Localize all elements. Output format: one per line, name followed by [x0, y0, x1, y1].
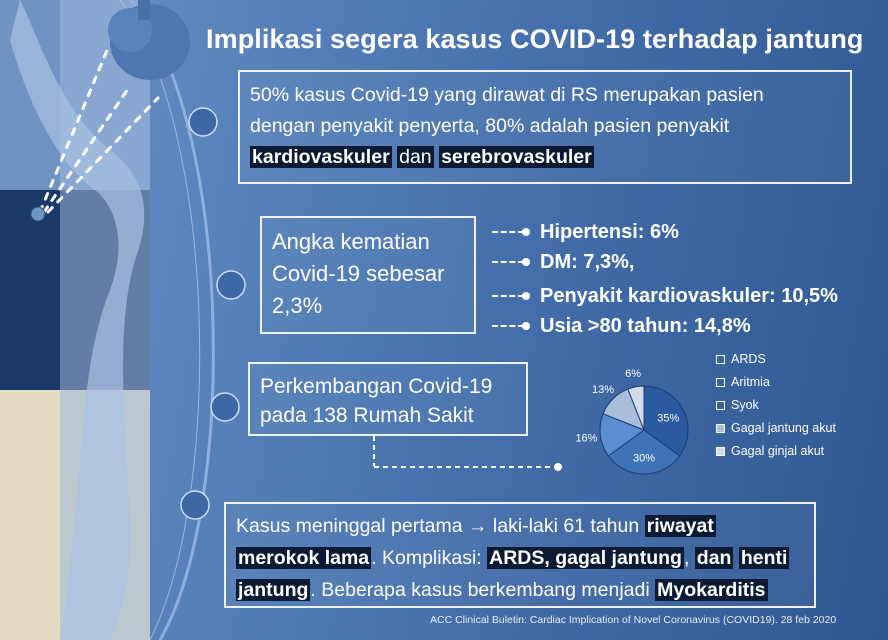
pie-label: 16%: [575, 432, 598, 445]
chart-connector: [360, 436, 570, 476]
connector-icon: [492, 321, 532, 331]
mortality-box: [260, 216, 476, 334]
connector-icon: [492, 227, 532, 237]
connector-icon: [492, 257, 532, 267]
legend-swatch: [716, 401, 725, 410]
highlight-kardiovaskuler: kardiovaskuler: [252, 146, 390, 168]
pie-label: 35%: [657, 412, 680, 425]
stat-row: [492, 248, 634, 276]
legend-swatch: [716, 447, 725, 456]
highlight-dan: dan: [696, 547, 732, 569]
stat-text: Penyakit kardiovaskuler: 10,5%: [540, 284, 838, 307]
first-case-box: [224, 502, 816, 608]
legend-label: Gagal jantung akut: [731, 421, 836, 435]
mortality-line-1: Angka kematian: [272, 229, 430, 254]
first-case-line-3: [236, 574, 804, 606]
legend-item: [716, 352, 766, 366]
highlight-riwayat: riwayat: [646, 515, 714, 537]
mortality-line-3: 2,3%: [272, 293, 323, 318]
first-case-text: laki-laki 61 tahun: [487, 515, 645, 537]
highlight-serebrovaskuler: serebrovaskuler: [441, 146, 592, 168]
comorbidity-line-2: dengan penyakit penyerta, 80% adalah pasien penyakit: [250, 115, 730, 137]
first-case-text: . Komplikasi:: [371, 547, 488, 569]
first-case-text: ,: [683, 547, 695, 569]
legend-item: [716, 375, 770, 389]
complications-pie-chart: [560, 350, 710, 490]
connector-icon: [492, 291, 532, 301]
arrow-right-icon: →: [467, 515, 488, 537]
highlight-henti: henti: [740, 547, 788, 569]
hospital-line-1: Perkembangan Covid-19: [260, 375, 493, 398]
stat-row: [492, 282, 838, 310]
legend-label: Syok: [731, 398, 759, 412]
legend-swatch: [716, 378, 725, 387]
highlight-dan: dan: [399, 146, 432, 168]
legend-swatch: [716, 424, 725, 433]
comorbidity-line-1: 50% kasus Covid-19 yang dirawat di RS merupakan pasien: [250, 84, 764, 106]
highlight-merokok-lama: merokok lama: [238, 547, 370, 569]
stat-row: [492, 312, 751, 340]
legend-item: [716, 444, 824, 458]
stat-text: Hipertensi: 6%: [540, 220, 679, 243]
mortality-line-2: Covid-19 sebesar: [272, 261, 445, 286]
pie-label: 6%: [625, 368, 642, 381]
stat-row: [492, 218, 679, 246]
hospital-box: [248, 362, 528, 436]
stat-text: DM: 7,3%,: [540, 250, 635, 273]
hospital-line-2: pada 138 Rumah Sakit: [260, 404, 474, 427]
first-case-text: . Beberapa kasus berkembang menjadi: [310, 579, 656, 601]
source-citation: ACC Clinical Buletin: Cardiac Implication of Novel Coronavirus (COVID19). 28 feb 2020: [430, 614, 837, 626]
legend-item: [716, 421, 836, 435]
comorbidity-box: [238, 70, 852, 184]
highlight-ards-gagal-jantung: ARDS, gagal jantung: [489, 547, 682, 569]
stat-text: Usia >80 tahun: 14,8%: [540, 314, 751, 337]
legend-item: [716, 398, 759, 412]
pie-label: 30%: [632, 452, 656, 465]
legend-label: ARDS: [731, 352, 766, 366]
legend-label: Gagal ginjal akut: [731, 444, 825, 458]
pie-label: 13%: [591, 383, 615, 396]
highlight-myokarditis: Myokarditis: [657, 579, 766, 601]
legend-swatch: [716, 355, 725, 364]
first-case-line-1: [236, 510, 804, 542]
first-case-text: Kasus meninggal pertama: [236, 515, 468, 537]
slide-title: Implikasi segera kasus COVID-19 terhadap jantung: [206, 24, 864, 54]
first-case-line-2: [236, 542, 804, 574]
highlight-jantung: jantung: [238, 579, 309, 601]
comorbidity-line-3: [250, 142, 840, 173]
legend-label: Aritmia: [731, 375, 770, 389]
